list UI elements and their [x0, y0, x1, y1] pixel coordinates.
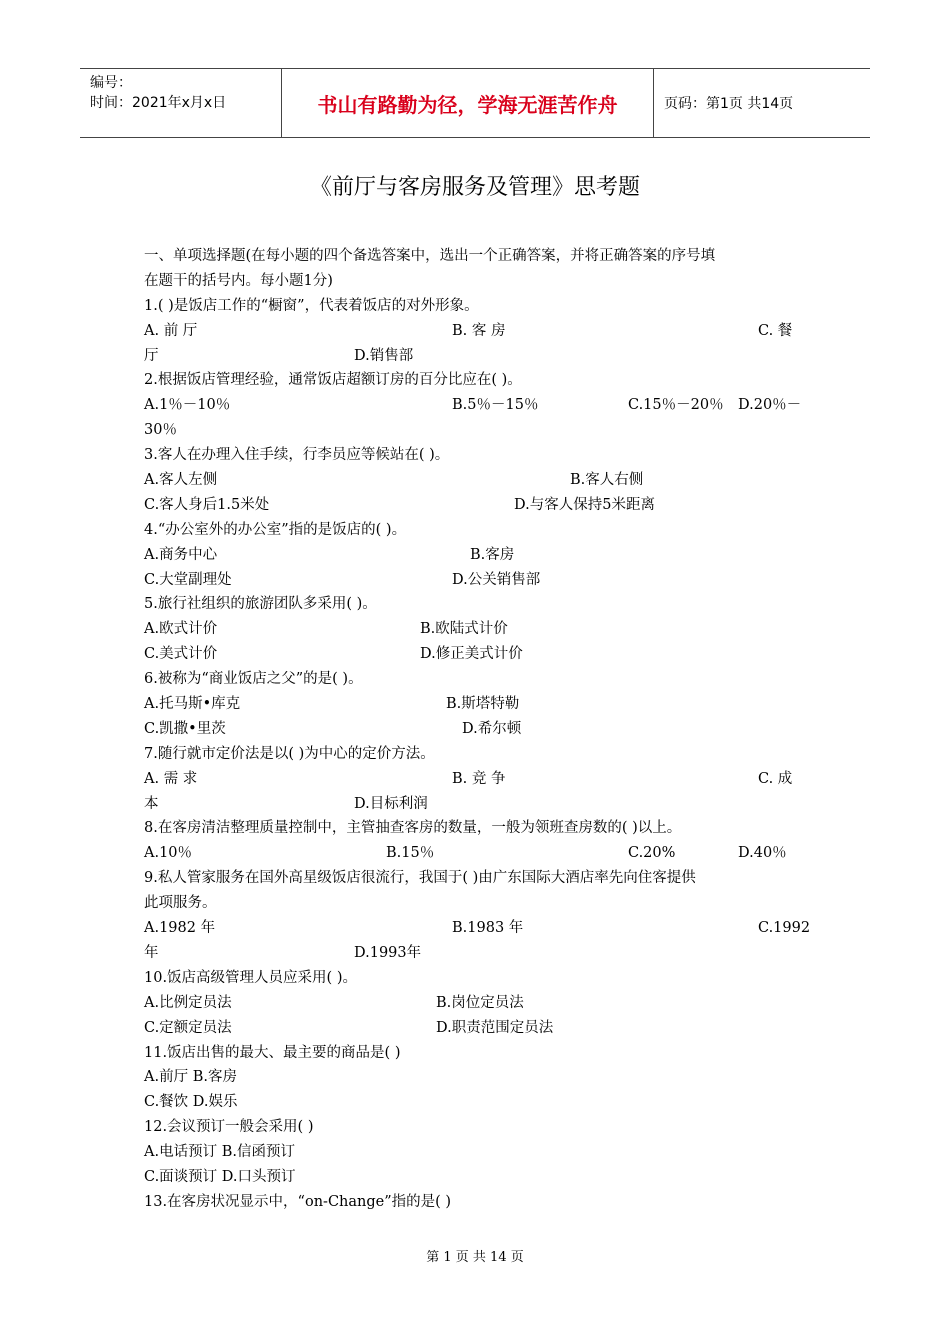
option-text: C.美式计价 [144, 646, 218, 663]
code-label: 编号： [90, 75, 132, 91]
text-line [144, 692, 807, 717]
text-line [144, 368, 807, 393]
option-text: C. 餐 [758, 322, 793, 339]
text-line [144, 941, 807, 966]
text-line [144, 966, 807, 991]
text-line [144, 244, 807, 269]
option-text: B.客人右侧 [570, 472, 644, 489]
line-text: 10.饭店高级管理人员应采用( )。 [144, 969, 357, 986]
text-line [144, 1115, 807, 1140]
text-line [144, 1041, 807, 1066]
option-text: D.职责范围定员法 [436, 1019, 554, 1036]
page-info: 页码：第1页 共14页 [664, 96, 794, 112]
text-line [144, 393, 807, 418]
option-text: A.10％ [144, 845, 193, 862]
option-text: A.1％－10％ [144, 397, 231, 414]
line-text: 3.客人在办理入住手续，行李员应等候站在( )。 [144, 447, 450, 464]
document-title: 《前厅与客房服务及管理》思考题 [309, 175, 640, 200]
line-text: 13.在客房状况显示中，“on-Change”指的是( ) [144, 1193, 452, 1210]
option-text: C.20% [628, 845, 676, 862]
option-text: D.公关销售部 [452, 571, 541, 588]
option-text: D.1993年 [354, 944, 422, 961]
line-text: 9.私人管家服务在国外高星级饭店很流行，我国于( )由广东国际大酒店率先向住客提供 [144, 870, 696, 887]
option-text: D.希尔顿 [462, 720, 522, 737]
option-text: 年 [144, 944, 159, 961]
line-text: A.电话预订 B.信函预订 [144, 1144, 295, 1161]
option-text: C.定额定员法 [144, 1019, 232, 1036]
option-text: A.比例定员法 [144, 994, 232, 1011]
text-line [144, 792, 807, 817]
option-text: C.客人身后1.5米处 [144, 496, 270, 513]
line-text: 30％ [144, 422, 177, 439]
text-line [144, 916, 811, 941]
line-text: 在题干的括号内。每小题1分) [144, 272, 333, 289]
line-text: 5.旅行社组织的旅游团队多采用( )。 [144, 596, 377, 613]
option-text: B.1983 年 [452, 920, 524, 937]
option-text: C.15％－20％ [628, 397, 724, 414]
option-text: C. 成 [758, 770, 793, 787]
option-text: C.大堂副理处 [144, 571, 232, 588]
text-line [144, 269, 807, 294]
option-text: C.1992 [758, 920, 811, 937]
option-text: A. 需 求 [144, 770, 198, 787]
text-line [144, 592, 807, 617]
option-text: B.斯塔特勒 [446, 696, 520, 713]
option-text: A. 前 厅 [144, 322, 198, 339]
text-line [144, 1190, 807, 1215]
text-line [144, 742, 807, 767]
line-text: C.餐饮 D.娱乐 [144, 1094, 238, 1111]
time-label: 时间：2021年x月x日 [90, 95, 227, 111]
text-line [144, 1165, 807, 1190]
line-text: A.前厅 B.客房 [144, 1069, 237, 1086]
option-text: B.客房 [470, 546, 515, 563]
text-line [144, 1016, 807, 1041]
option-text: B.5％－15％ [452, 397, 539, 414]
option-text: D.目标利润 [354, 795, 428, 812]
line-text: C.面谈预订 D.口头预订 [144, 1168, 296, 1185]
option-text: D.与客人保持5米距离 [514, 496, 655, 513]
line-text: 8.在客房清洁整理质量控制中，主管抽查客房的数量，一般为领班查房数的( )以上。 [144, 820, 682, 837]
text-line [144, 667, 807, 692]
question-body [144, 244, 811, 1215]
page-footer: 第 1 页 共 14 页 [426, 1250, 524, 1265]
text-line [144, 568, 807, 593]
text-line [144, 866, 807, 891]
option-text: A.商务中心 [144, 546, 218, 563]
line-text: 4.“办公室外的办公室”指的是饭店的( )。 [144, 521, 407, 538]
option-text: B.15％ [386, 845, 435, 862]
text-line [144, 816, 807, 841]
text-line [144, 1065, 807, 1090]
line-text: 此项服务。 [144, 895, 217, 912]
option-text: C.凯撒•里茨 [144, 720, 226, 737]
option-text: A.客人左侧 [144, 472, 218, 489]
option-text: A.1982 年 [144, 920, 216, 937]
text-line [144, 991, 807, 1016]
option-text: B.欧陆式计价 [420, 621, 508, 638]
line-text: 2.根据饭店管理经验，通常饭店超额订房的百分比应在( )。 [144, 372, 522, 389]
text-line [144, 294, 807, 319]
line-text: 11.饭店出售的最大、最主要的商品是( ) [144, 1044, 401, 1061]
text-line [144, 642, 807, 667]
option-text: B. 竞 争 [452, 770, 506, 787]
text-line [144, 319, 807, 344]
line-text: 6.被称为“商业饭店之父”的是( )。 [144, 671, 363, 688]
text-line [144, 1140, 807, 1165]
text-line [144, 493, 807, 518]
text-line [144, 717, 807, 742]
line-text: 12.会议预订一般会采用( ) [144, 1119, 314, 1136]
option-text: A.托马斯•库克 [144, 696, 241, 713]
option-text: D.40％ [738, 845, 787, 862]
text-line [144, 518, 807, 543]
line-text: 7.随行就市定价法是以( )为中心的定价方法。 [144, 745, 435, 762]
line-text: 1.( )是饭店工作的“橱窗”，代表着饭店的对外形象。 [144, 297, 479, 314]
text-line [144, 841, 807, 866]
option-text: B. 客 房 [452, 322, 506, 339]
option-text: 厅 [144, 347, 159, 364]
text-line [144, 468, 807, 493]
option-text: D.20％－ [738, 397, 802, 414]
line-text: 一、单项选择题(在每小题的四个备选答案中，选出一个正确答案，并将正确答案的序号填 [144, 248, 716, 264]
option-text: D.销售部 [354, 347, 414, 364]
option-text: A.欧式计价 [144, 621, 218, 638]
text-line [144, 344, 807, 369]
page-header [80, 68, 870, 138]
motto: 书山有路勤为径，学海无涯苦作舟 [282, 69, 654, 137]
text-line [144, 767, 807, 792]
option-text: 本 [144, 795, 159, 812]
text-line [144, 891, 807, 916]
text-line [144, 443, 807, 468]
text-line [144, 543, 807, 568]
text-line [144, 418, 807, 443]
text-line [144, 1090, 807, 1115]
option-text: B.岗位定员法 [436, 994, 524, 1011]
text-line [144, 617, 807, 642]
header-meta [80, 69, 282, 137]
option-text: D.修正美式计价 [420, 646, 523, 663]
